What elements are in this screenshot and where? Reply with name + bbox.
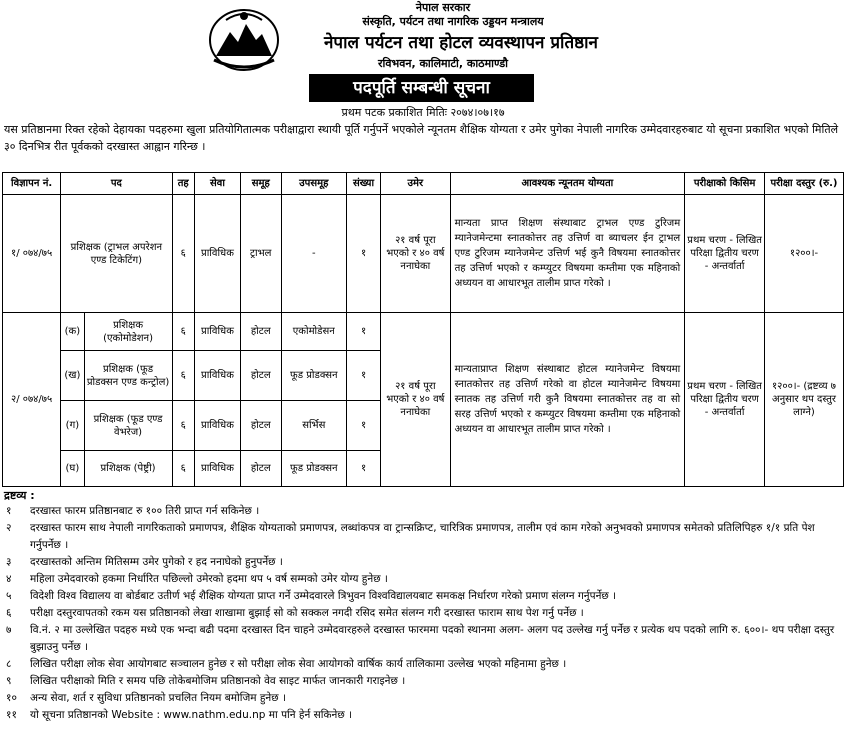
table-header-row (3, 173, 844, 195)
cell-group: ट्राभल (240, 195, 281, 313)
header-post: पद (61, 173, 172, 195)
cell-count: १ (347, 451, 381, 487)
cell-age: २१ वर्ष पूरा भएको र ४० वर्ष ननाघेका (381, 313, 451, 487)
list-item (4, 554, 842, 571)
cell-sub-key: (घ) (61, 451, 84, 487)
notice-header (0, 0, 846, 106)
note-text: वि.नं. २ मा उल्लेखित पदहरु मध्ये एक भन्दा बढी पदमा दरखास्त दिन चाहने उम्मेदवारहरुले दरखास्त फारममा पदको स्थानमा अलग- अलग पद उल्लेख गर्नु पर्नेछ र प्रत्येक थप पदको लागि रु. ६००।- थप परीक्षा दस्तुर बुझाउनु पर्नेछ । (30, 624, 835, 653)
cell-level: ६ (172, 195, 194, 313)
cell-qualification: मान्यता प्राप्त शिक्षण संस्थाबाट ट्राभल एण्ड टुरिजम म्यानेजमेन्टमा स्नातकोत्तर तह उत्तिर्ण वा ब्याचलर ईन ट्राभल एण्ड टुरिजम म्यानेजमेन्ट उत्तिर्ण भई कुनै विषयमा स्नातकोत्तर तह उत्तिर्ण भएको र कम्प्युटर विषयमा कम्तीमा एक महिनाको अध्ययन वा आधारभूत तालीम प्राप्त गरेको । (450, 195, 685, 313)
note-number: ९ (6, 675, 12, 687)
header-exam-fee: परीक्षा दस्तुर (रु.) (765, 173, 844, 195)
cell-group: होटल (240, 313, 281, 351)
cell-level: ६ (172, 313, 194, 351)
note-number: ११ (6, 709, 17, 721)
list-item (4, 673, 842, 690)
note-number: ८ (6, 658, 12, 670)
ministry-name: संस्कृति, पर्यटन तथा नागरिक उड्डयन मन्त्रालय (362, 15, 544, 28)
cell-service: प्राविधिक (194, 401, 240, 451)
list-item (4, 622, 842, 656)
cell-post: प्रशिक्षक (फूड प्रोडक्सन एण्ड कन्ट्रोल) (84, 351, 172, 401)
note-text: अन्य सेवा, शर्त र सुविधा प्रतिष्ठानको प्रचलित नियम बमोजिम हुनेछ । (30, 692, 286, 704)
header-subgroup: उपसमूह (281, 173, 347, 195)
list-item (4, 571, 842, 588)
cell-service: प्राविधिक (194, 195, 240, 313)
note-text: विदेशी विश्व विद्यालय वा बोर्डबाट उतीर्ण भई शैक्षिक योग्यता प्राप्त गर्ने उम्मेदवारले त्रिभुवन विश्वविद्यालयबाट समकक्ष निर्धारण गरेको प्रमाण संलग्न गर्नुपर्नेछ । (30, 590, 617, 602)
list-item (4, 588, 842, 605)
cell-sub-key: (क) (61, 313, 84, 351)
note-number: १ (6, 505, 12, 517)
notes-list (4, 503, 842, 724)
cell-count: १ (347, 313, 381, 351)
cell-service: प्राविधिक (194, 351, 240, 401)
cell-group: होटल (240, 351, 281, 401)
note-text: लिखित परीक्षा लोक सेवा आयोगबाट सञ्चालन हुनेछ र सो परीक्षा लोक सेवा आयोगको वार्षिक कार्य तालिकामा उल्लेख भएको महिनामा हुनेछ । (30, 658, 567, 670)
header-age: उमेर (381, 173, 451, 195)
list-item (4, 656, 842, 673)
header-adv-no: विज्ञापन नं. (3, 173, 61, 195)
header-service: सेवा (194, 173, 240, 195)
cell-level: ६ (172, 351, 194, 401)
government-name: नेपाल सरकार (415, 1, 471, 14)
cell-sub-key: (ख) (61, 351, 84, 401)
cell-count: १ (347, 195, 381, 313)
institution-address: रविभवन, कालिमाटी, काठमाण्डौ (378, 57, 508, 70)
cell-post: प्रशिक्षक (फूड एण्ड वेभरेज) (84, 401, 172, 451)
cell-subgroup: फूड प्रोडक्सन (281, 351, 347, 401)
list-item (4, 605, 842, 622)
note-number: २ (6, 522, 12, 534)
note-number: ६ (6, 607, 12, 619)
note-text: महिला उमेदवारको हकमा निर्धारित पछिल्लो उमेरको हदमा थप ५ वर्ष सम्मको उमेर योग्य हुनेछ । (30, 573, 388, 585)
header-exam-type: परीक्षाको किसिम (685, 173, 765, 195)
header-count: संख्या (347, 173, 381, 195)
cell-post: प्रशिक्षक (ट्राभल अपरेशन एण्ड टिकेटिंग) (61, 195, 172, 313)
cell-exam-fee: १२००।- (द्रष्टव्य ७ अनुसार थप दस्तुर लाग्ने) (765, 313, 844, 487)
note-number: १० (6, 692, 17, 704)
cell-adv-no: २/ ०७४/७५ (3, 313, 61, 487)
cell-qualification: मान्यताप्राप्त शिक्षण संस्थाबाट होटल म्यानेजमेन्ट विषयमा स्नातकोत्तर तह उत्तिर्ण गरेको वा होटल म्यानेजमेन्ट विषयमा स्नातक तह उत्तिर्ण गरी कुनै विषयमा स्नातकोत्तर तह वा सो सरह उत्तिर्ण भएको र कम्प्युटर विषयमा कम्तीमा एक महिनाको अध्ययन वा आधारभूत तालीम प्राप्त गरेको । (450, 313, 685, 487)
note-text: यो सूचना प्रतिष्ठानको Website : www.nathm.edu.np मा पनि हेर्न सकिनेछ । (30, 709, 353, 721)
table-row (3, 313, 844, 351)
cell-service: प्राविधिक (194, 451, 240, 487)
notice-title-banner: पदपूर्ति सम्बन्धी सूचना (309, 74, 534, 102)
cell-group: होटल (240, 401, 281, 451)
cell-post: प्रशिक्षक (एकोमोडेशन) (84, 313, 172, 351)
institution-name: नेपाल पर्यटन तथा होटल व्यवस्थापन प्रतिष्ठान (324, 33, 598, 53)
cell-level: ६ (172, 401, 194, 451)
cell-subgroup: - (281, 195, 347, 313)
header-level: तह (172, 173, 194, 195)
cell-age: २१ वर्ष पूरा भएको र ४० वर्ष ननाघेका (381, 195, 451, 313)
cell-level: ६ (172, 451, 194, 487)
list-item (4, 503, 842, 520)
note-number: ४ (6, 573, 12, 585)
list-item (4, 707, 842, 724)
vacancy-table (2, 172, 844, 487)
cell-exam-type: प्रथम चरण - लिखित परिक्षा द्वितीय चरण - अन्तर्वार्ता (685, 313, 765, 487)
note-text: परीक्षा दस्तुरवापतको रकम यस प्रतिष्ठानको लेखा शाखामा बुझाई सो को सक्कल नगदी रसिद समेत संलग्न गरी दरखास्त फाराम साथ पेश गर्नु पर्नेछ । (30, 607, 584, 619)
list-item (4, 520, 842, 554)
note-number: ७ (6, 624, 12, 636)
cell-post: प्रशिक्षक (पेष्ट्री) (84, 451, 172, 487)
notes-title: द्रष्टव्य : (4, 489, 35, 502)
header-group: समूह (240, 173, 281, 195)
cell-subgroup: एकोमोडेसन (281, 313, 347, 351)
note-text: लिखित परीक्षाको मिति र समय पछि तोकेबमोजिम प्रतिष्ठानको वेव साइट मार्फत जानकारी गराइनेछ । (30, 675, 406, 687)
cell-exam-fee: १२००।- (765, 195, 844, 313)
cell-subgroup: सर्भिस (281, 401, 347, 451)
list-item (4, 690, 842, 707)
intro-paragraph: यस प्रतिष्ठानमा रिक्त रहेको देहायका पदहरुमा खुला प्रतियोगितात्मक परीक्षाद्वारा स्थायी पूर्ति गर्नुपर्ने भएकोले न्यूनतम शैक्षिक योग्यता र उमेर पुगेका नेपाली नागरिक उम्मेदवारहरुबाट यो सूचना प्रकाशित भएको मितिले ३० दिनभित्र रीत पूर्वकको दरखास्त आह्वान गरिन्छ । (4, 123, 839, 153)
note-text: दरखास्त फारम प्रतिष्ठानबाट रु १०० तिरी प्राप्त गर्न सकिनेछ । (30, 505, 260, 517)
cell-subgroup: फूड प्रोडक्सन (281, 451, 347, 487)
note-text: दरखास्तको अन्तिम मितिसम्म उमेर पुगेको र हद ननाघेको हुनुपर्नेछ । (30, 556, 283, 568)
cell-exam-type: प्रथम चरण - लिखित परिक्षा द्वितीय चरण - अन्तर्वार्ता (685, 195, 765, 313)
cell-sub-key: (ग) (61, 401, 84, 451)
note-number: ३ (6, 556, 12, 568)
cell-service: प्राविधिक (194, 313, 240, 351)
cell-count: १ (347, 401, 381, 451)
cell-adv-no: १/ ०७४/७५ (3, 195, 61, 313)
cell-group: होटल (240, 451, 281, 487)
publication-date: प्रथम पटक प्रकाशित मितिः २०७४।०७।१७ (341, 106, 505, 119)
cell-count: १ (347, 351, 381, 401)
header-qualification: आवश्यक न्यूनतम योग्यता (450, 173, 685, 195)
table-row (3, 195, 844, 313)
note-text: दरखास्त फारम साथ नेपाली नागरिकताको प्रमाणपत्र, शैक्षिक योग्यताको प्रमाणपत्र, लब्धांकपत्र वा ट्रान्सक्रिप्ट, चारित्रिक प्रमाणपत्र, तालीम एवं काम गरेको अनुभवको प्रमाणपत्र समेतको प्रतिलिपिहरु १/१ प्रति पेश गर्नुपर्नेछ । (30, 522, 815, 551)
note-number: ५ (6, 590, 12, 602)
